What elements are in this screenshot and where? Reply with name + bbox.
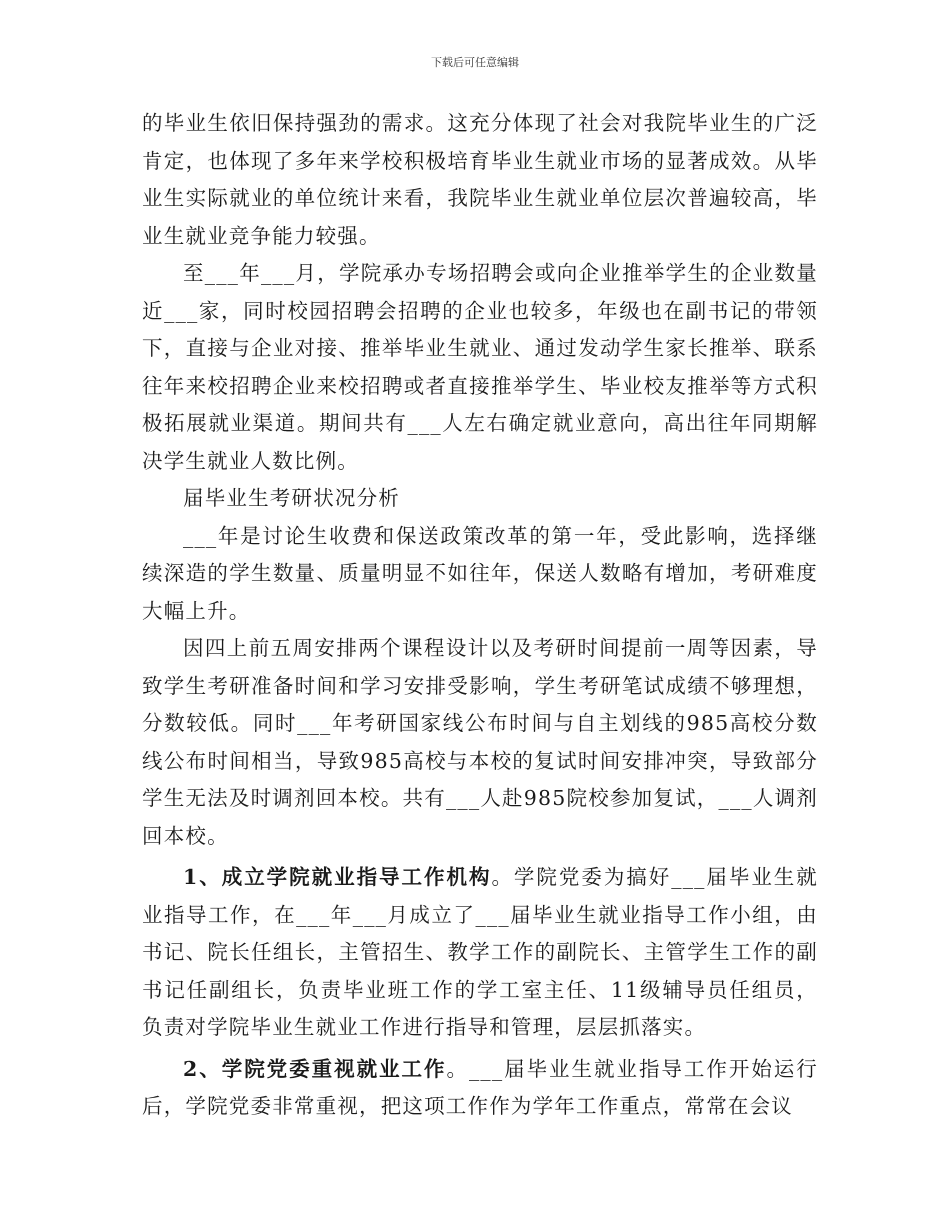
item-2-body: 。___届毕业生就业指导工作开始运行后，学院党委非常重视，把这项工作作为学年工作重点，常常在会议 xyxy=(142,1056,818,1118)
paragraph-employment-demand: 的毕业生依旧保持强劲的需求。这充分体现了社会对我院毕业生的广泛肯定，也体现了多年来学校积极培育毕业生就业市场的显著成效。从毕业生实际就业的单位统计来看，我院毕业生就业单位层次普遍较高，毕业生就业竞争能力较强。 xyxy=(142,111,818,248)
section-heading-graduate-exam: 届毕业生考研状况分析 xyxy=(183,486,400,510)
document-body xyxy=(142,105,818,1126)
item-1-title: 1、成立学院就业指导工作机构 xyxy=(183,865,492,889)
paragraph-item-2 xyxy=(142,1051,818,1126)
page-header-note: 下载后可任意编辑 xyxy=(431,56,519,69)
paragraph-item-1 xyxy=(142,859,818,1047)
paragraph-exam-results: 因四上前五周安排两个课程设计以及考研时间提前一周等因素，导致学生考研准备时间和学习安排受影响，学生考研笔试成绩不够理想，分数较低。同时___年考研国家线公布时间与自主划线的985高校分数线公布时间相当，导致985高校与本校的复试时间安排冲突，导致部分学生无法及时调剂回本校。共有___人赴985院校参加复试，___人调剂回本校。 xyxy=(142,636,818,848)
paragraph-recruitment-activities: 至___年___月，学院承办专场招聘会或向企业推举学生的企业数量近___家，同时校园招聘会招聘的企业也较多，年级也在副书记的带领下，直接与企业对接、推举毕业生就业、通过发动学生家长推举、联系往年来校招聘企业来校招聘或者直接推举学生、毕业校友推举等方式积极拓展就业渠道。期间共有___人左右确定就业意向，高出往年同期解决学生就业人数比例。 xyxy=(142,261,818,473)
item-2-title: 2、学院党委重视就业工作 xyxy=(183,1056,447,1081)
paragraph-exam-policy: ___年是讨论生收费和保送政策改革的第一年，受此影响，选择继续深造的学生数量、质量明显不如往年，保送人数略有增加，考研难度大幅上升。 xyxy=(142,523,818,623)
item-1-body: 。学院党委为搞好___届毕业生就业指导工作，在___年___月成立了___届毕业生就业指导工作小组，由书记、院长任组长，主管招生、教学工作的副院长、主管学生工作的副书记任副组长，负责毕业班工作的学工室主任、11级辅导员任组员，负责对学院毕业生就业工作进行指导和管理，层层抓落实。 xyxy=(142,865,818,1039)
